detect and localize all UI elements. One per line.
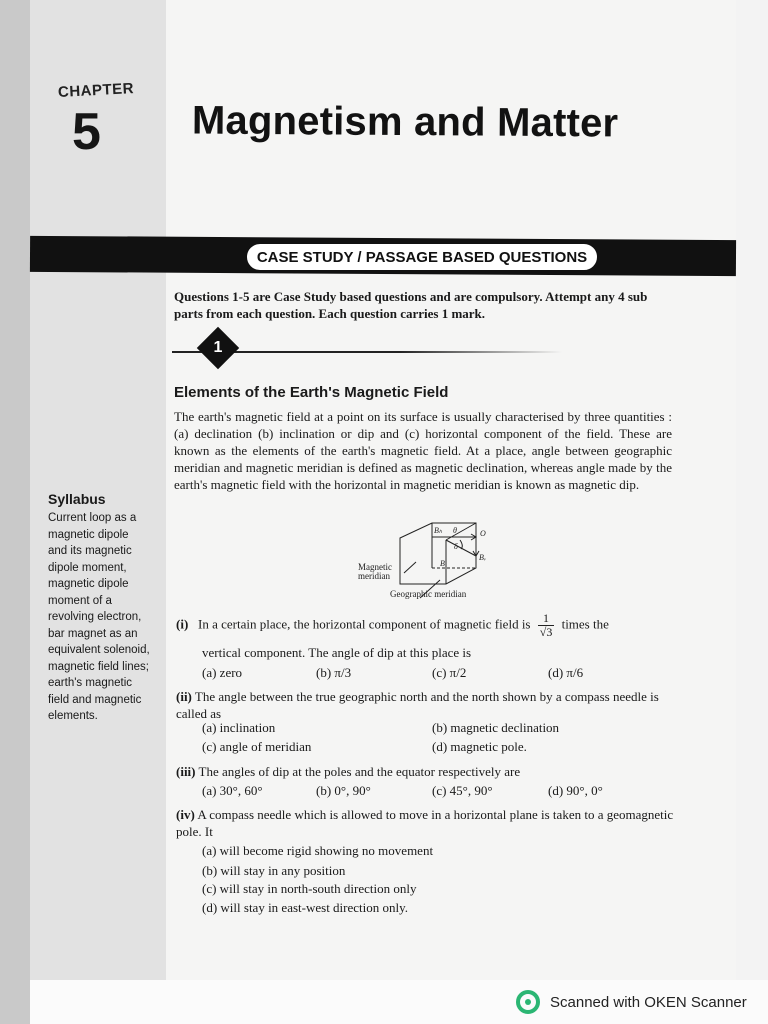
question-2 xyxy=(176,688,674,722)
case-study-banner: CASE STUDY / PASSAGE BASED QUESTIONS xyxy=(246,243,598,271)
question-3 xyxy=(176,763,674,780)
label-delta: δ xyxy=(454,542,458,551)
oken-logo-icon xyxy=(516,990,540,1014)
question-1-text-b: times the xyxy=(561,616,609,632)
question-number: 1 xyxy=(213,339,223,356)
label-b: B xyxy=(440,559,445,568)
question-2-option-d: (d) magnetic pole. xyxy=(432,739,527,754)
question-4-text: A compass needle which is allowed to move in a horizontal plane is taken to a geomagnetic pole. It xyxy=(176,807,674,839)
question-2-option-c: (c) angle of meridian xyxy=(202,739,312,754)
label-magnetic: Magnetic xyxy=(358,562,392,572)
question-2-option-b: (b) magnetic declination xyxy=(432,720,560,735)
syllabus-line: moment of a xyxy=(48,594,112,607)
section-heading: Elements of the Earth's Magnetic Field xyxy=(174,384,449,401)
question-4-number: (iv) xyxy=(176,807,195,822)
passage-text: The earth's magnetic field at a point on its surface is usually characterised by three quantities : (a) declination (b) inclination or dip and (c) horizontal component of the field. These are known as the elements of the earth's magnetic field. At a place, angle between geographic meridian and magnetic meridian is defined as magnetic declination, whereas angle made by the earth's magnetic field with the horizontal in magnetic meridian is known as magnetic dip. xyxy=(174,409,672,492)
question-1-option-c: (c) π/2 xyxy=(432,665,467,680)
question-4-option-a: (a) will become rigid showing no movement xyxy=(202,843,434,858)
syllabus-line: equivalent solenoid, xyxy=(48,644,150,656)
label-bv: Bᵥ xyxy=(479,553,487,562)
question-1-option-d: (d) π/6 xyxy=(548,665,584,680)
syllabus-line: magnetic dipole xyxy=(48,578,129,590)
instructions: Questions 1-5 are Case Study based questions and are compulsory. Attempt any 4 sub parts from each question. Each question carries 1 mark. xyxy=(174,289,648,321)
question-2-number: (ii) xyxy=(176,689,192,704)
chapter-label: CHAPTER xyxy=(57,80,135,101)
syllabus-line: earth's magnetic xyxy=(48,677,133,689)
label-o: O xyxy=(480,529,486,538)
question-4-option-c: (c) will stay in north-south direction only xyxy=(202,881,417,896)
question-4 xyxy=(176,806,674,840)
question-1 xyxy=(176,612,674,639)
question-3-option-c: (c) 45°, 90° xyxy=(432,783,493,798)
magnetic-meridian-pointer xyxy=(404,562,416,573)
page-edge xyxy=(736,0,768,980)
chapter-number: 5 xyxy=(72,103,101,161)
syllabus-line: and its magnetic xyxy=(48,545,132,557)
fraction-one-over-root3 xyxy=(538,612,555,639)
syllabus-line: elements. xyxy=(48,710,98,722)
label-geographic-meridian: Geographic meridian xyxy=(390,589,467,599)
question-3-option-d: (d) 90°, 0° xyxy=(548,783,603,798)
question-3-number: (iii) xyxy=(176,764,196,779)
label-theta: θ xyxy=(453,526,457,535)
syllabus-line: bar magnet as an xyxy=(48,627,138,640)
question-1-option-b: (b) π/3 xyxy=(316,665,352,680)
syllabus-line: magnetic field lines; xyxy=(48,660,149,673)
question-4-option-d: (d) will stay in east-west direction only. xyxy=(202,900,409,915)
label-meridian: meridian xyxy=(358,571,390,581)
question-3-text: The angles of dip at the poles and the equator respectively are xyxy=(198,764,521,779)
page-gutter xyxy=(0,0,30,1024)
question-1-text-c: vertical component. The angle of dip at this place is xyxy=(202,645,472,660)
scanner-watermark xyxy=(516,990,747,1014)
scanner-watermark-text: Scanned with OKEN Scanner xyxy=(550,993,747,1011)
syllabus-line: revolving electron, xyxy=(48,611,142,623)
question-2-text: The angle between the true geographic north and the north shown by a compass needle is called as xyxy=(176,689,659,721)
question-4-option-b: (b) will stay in any position xyxy=(202,863,346,878)
question-1-text-a: In a certain place, the horizontal component of magnetic field is xyxy=(198,616,531,632)
fraction-denominator: √3 xyxy=(539,625,553,639)
question-divider-fade xyxy=(400,351,562,353)
question-3-option-b: (b) 0°, 90° xyxy=(316,783,371,798)
question-1-option-a: (a) zero xyxy=(202,665,243,680)
earth-field-diagram xyxy=(350,518,510,604)
question-3-option-a: (a) 30°, 60° xyxy=(202,783,263,798)
syllabus-text xyxy=(48,510,160,725)
fraction-numerator: 1 xyxy=(538,612,555,626)
chapter-title: Magnetism and Matter xyxy=(191,98,619,146)
question-1-number: (i) xyxy=(176,616,189,632)
question-2-option-a: (a) inclination xyxy=(202,720,276,735)
syllabus-line: field and magnetic xyxy=(48,693,142,706)
syllabus-line: magnetic dipole xyxy=(48,528,129,541)
syllabus-line: Current loop as a xyxy=(48,512,137,524)
syllabus-line: dipole moment, xyxy=(48,561,127,574)
label-bh: Bₕ xyxy=(434,526,443,535)
syllabus-title: Syllabus xyxy=(48,491,106,507)
